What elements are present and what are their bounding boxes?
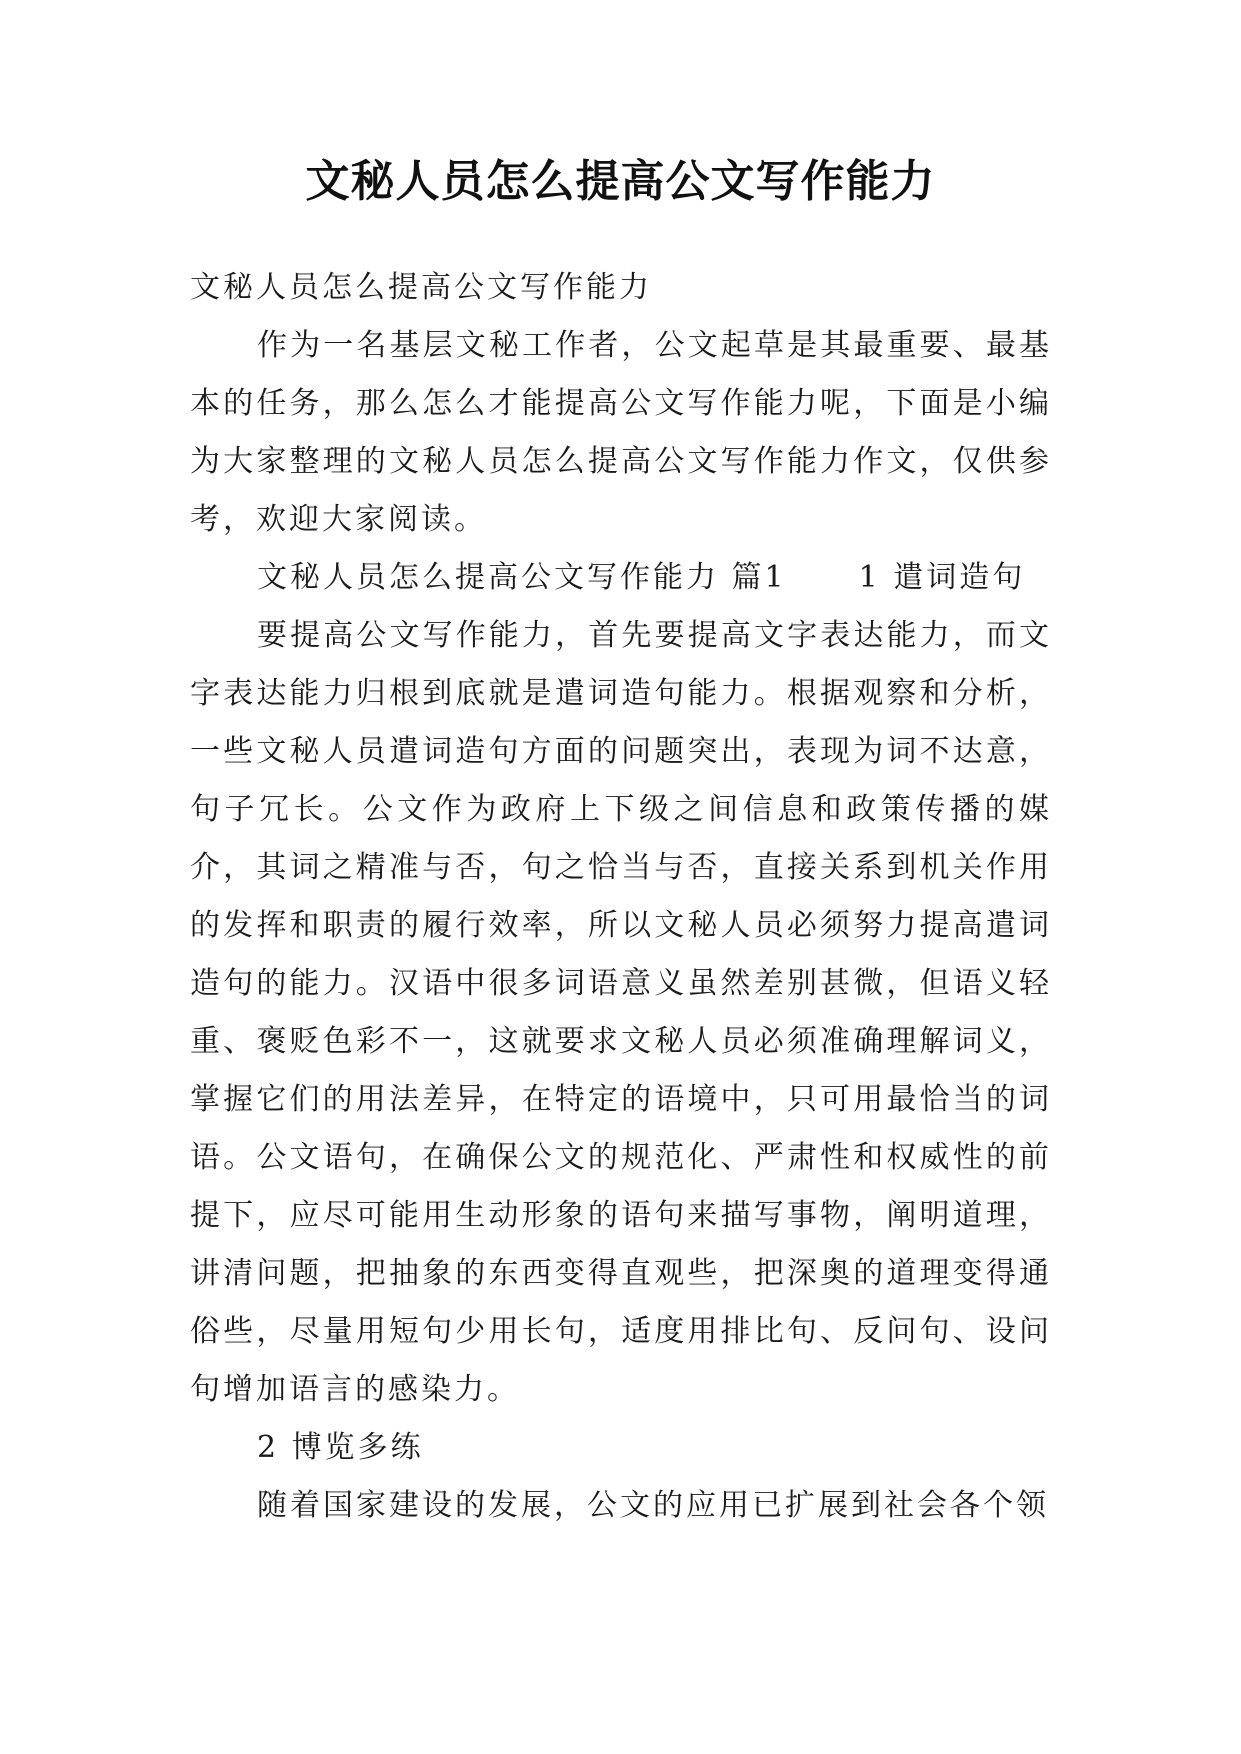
document-subtitle: 文秘人员怎么提高公文写作能力: [190, 270, 652, 305]
intro-paragraph: 作为一名基层文秘工作者，公文起草是其最重要、最基本的任务，那么怎么才能提高公文写作能力呢，下面是小编为大家整理的文秘人员怎么提高公文写作能力作文，仅供参考，欢迎大家阅读。: [190, 328, 1052, 537]
point2-paragraph: 随着国家建设的发展，公文的应用已扩展到社会各个领: [257, 1488, 1049, 1523]
document-title: 文秘人员怎么提高公文写作能力: [305, 156, 936, 207]
document-body: [190, 259, 1052, 1535]
point2-heading: 2 博览多练: [257, 1430, 424, 1465]
section-heading-line: [190, 549, 1052, 607]
section-heading: 文秘人员怎么提高公文写作能力 篇1: [257, 560, 787, 595]
point1-heading: 1 遣词造句: [858, 560, 1026, 595]
point1-paragraph: 要提高公文写作能力，首先要提高文字表达能力，而文字表达能力归根到底就是遣词造句能力。根据观察和分析，一些文秘人员遣词造句方面的问题突出，表现为词不达意，句子冗长。公文作为政府上下级之间信息和政策传播的媒介，其词之精准与否，句之恰当与否，直接关系到机关作用的发挥和职责的履行效率，所以文秘人员必须努力提高遣词造句的能力。汉语中很多词语意义虽然差别甚微，但语义轻重、褒贬色彩不一，这就要求文秘人员必须准确理解词义，掌握它们的用法差异，在特定的语境中，只可用最恰当的词语。公文语句，在确保公文的规范化、严肃性和权威性的前提下，应尽可能用生动形象的语句来描写事物，阐明道理，讲清问题，把抽象的东西变得直观些，把深奥的道理变得通俗些，尽量用短句少用长句，适度用排比句、反问句、设问句增加语言的感染力。: [190, 618, 1052, 1407]
